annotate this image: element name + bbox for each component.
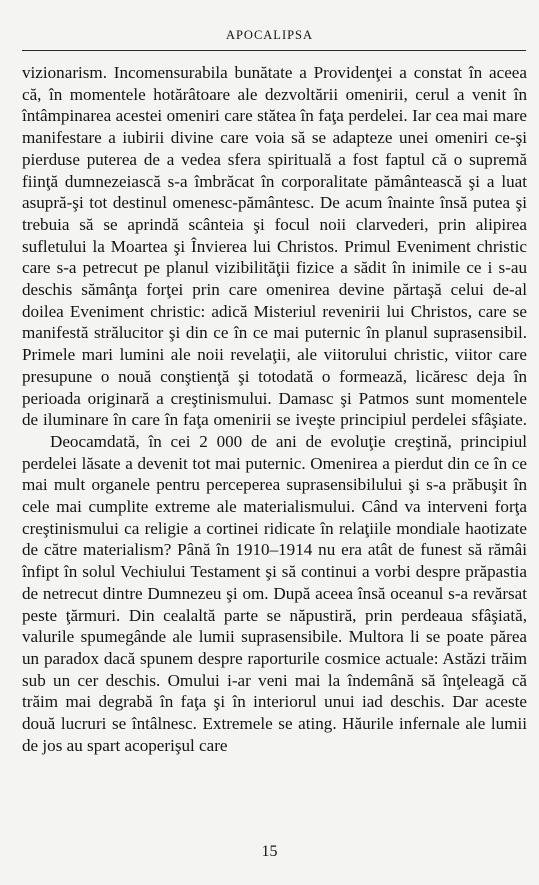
header-rule — [22, 50, 526, 51]
body-text — [22, 62, 527, 757]
paragraph-2: Deocamdată, în cei 2 000 de ani de evoluţie creştină, principiul perdelei lăsate a devenit tot mai puternic. Omenirea a pierdut din ce în ce mai mult organele pentru perceperea suprasensibilului şi s-a prăbuşit în cele mai cumplite extreme ale materialismului. Când va interveni forţa creştinismului ca religie a cortinei ridicate în relaţiile mondiale haotizate de către materialism? Până în 1910–1914 nu era atât de funest să rămâi înfipt în solul Vechiului Testament şi să continui a vorbi despre prăpastia de netrecut dintre Dumnezeu şi om. După aceea însă oceanul s-a revărsat peste ţărmuri. Din cealaltă parte se năpustiră, prin perdeaua sfâşiată, valurile spumegânde ale lumii suprasensibile. Multora li se poate părea un paradox dacă spunem despre raporturile cosmice actuale: Astăzi trăim sub un cer deschis. Omului i-ar veni mai la îndemână să înţeleagă că trăim mai degrabă în faţa şi în interiorul unui iad deschis. Dar aceste două lucruri se întâlnesc. Extremele se ating. Hăurile infernale ale lumii de jos au spart acoperişul care — [22, 431, 527, 755]
paragraph-1: vizionarism. Incomensurabila bunătate a Providenţei a constat în aceea că, în momentele hotărâtoare ale dezvoltării omenirii, cerul a venit în întâmpinarea acestei omeniri care stătea în faţa perdelei. Iar cea mai mare manifestare a iubirii divine care voia să se adapteze unei omeniri ce-şi pierduse puterea de a vedea sfera spirituală a fost faptul că o supremă fiinţă dumnezeiască s-a îmbrăcat în corporalitate pământească şi a luat asupră-şi tot destinul omenesc-pământesc. De acum înainte însă putea şi trebuia să se aprindă scânteia şi focul noii clarvederi, prin alipirea sufletului la Moartea şi Învierea lui Christos. Primul Eveniment christic care s-a petrecut pe planul vizibilităţii fizice a sădit în inimile ce i s-au deschis sămânţa forţei prin care omenirea devine părtaşă celui de-al doilea Eveniment christic: adică Misteriul revenirii lui Christos, care se manifestă strălucitor şi din ce în ce mai puternic în planul suprasensibil. Primele mari lumini ale noii revelaţii, ale viitorului christic, viitor care presupune o nouă conştienţă şi totodată o formează, licăresc deja în perioada originară a creştinismului. Damasc şi Patmos sunt momentele de iluminare în care în faţa omenirii se iveşte principiul perdelei sfâşiate. — [22, 63, 527, 430]
running-head: APOCALIPSA — [225, 28, 314, 42]
page-number: 15 — [261, 843, 278, 860]
